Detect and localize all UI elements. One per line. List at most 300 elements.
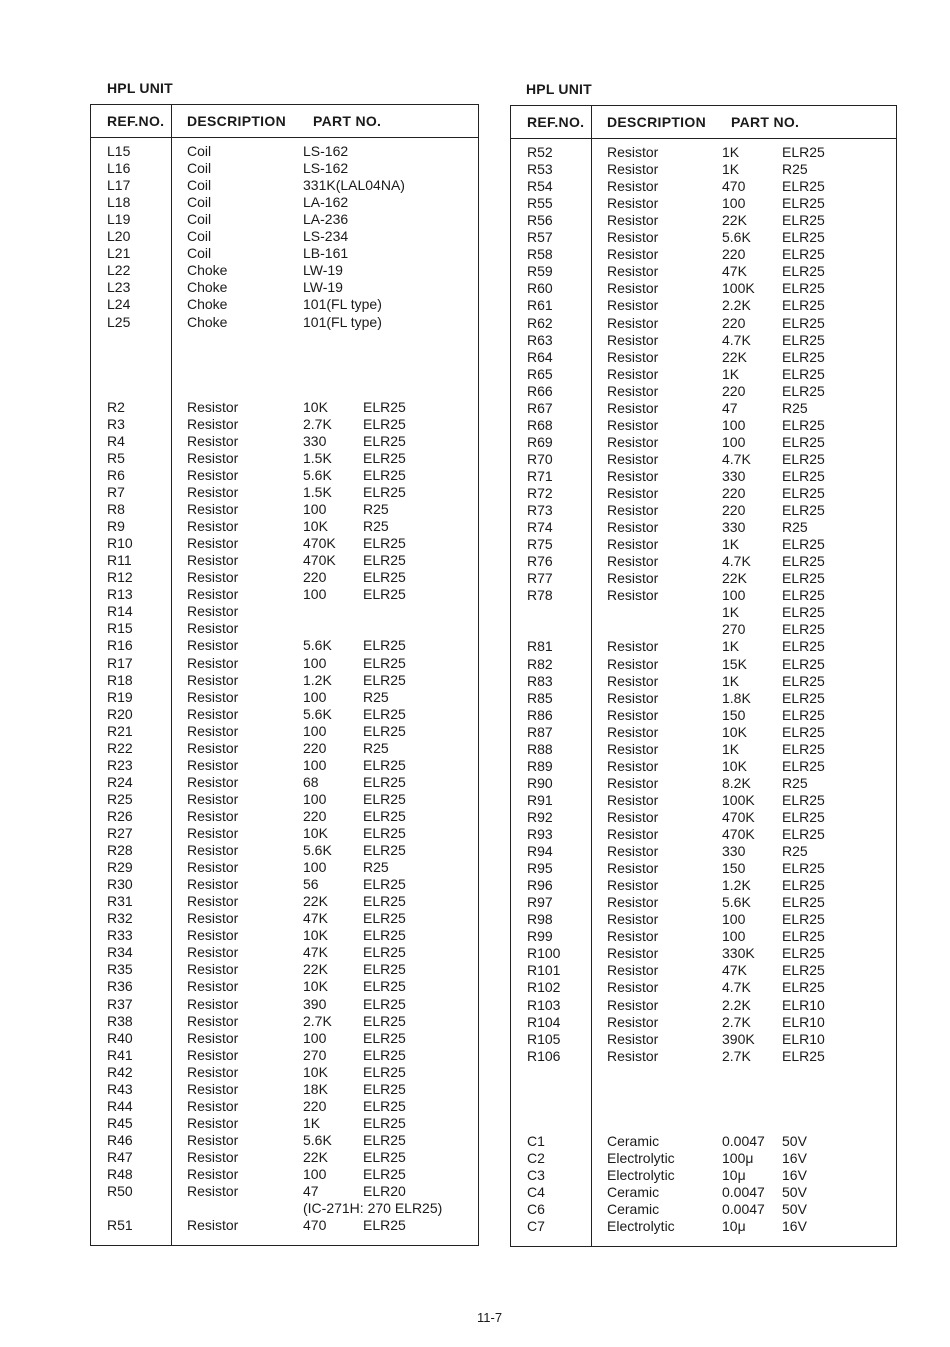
cell-ref-no: R17 (107, 654, 133, 671)
cell-ref-no: R20 (107, 705, 133, 722)
cell-ref-no: R73 (527, 502, 553, 519)
cell-description: Resistor (187, 586, 239, 603)
table-row (91, 774, 478, 791)
table-row (511, 826, 896, 843)
cell-ref-no: R26 (107, 807, 133, 824)
cell-ref-no: R28 (107, 842, 133, 859)
table-row (511, 1150, 896, 1167)
cell-description: Resistor (187, 1148, 239, 1165)
cell-description: Resistor (187, 1114, 239, 1131)
cell-part-no: 1K (722, 672, 740, 689)
table-row (91, 552, 478, 569)
cell-description: Resistor (187, 1183, 239, 1200)
cell-description: Electrolytic (607, 1218, 675, 1235)
table-row (91, 825, 478, 842)
cell-description: Resistor (607, 774, 659, 791)
cell-description: Resistor (607, 996, 659, 1013)
cell-ref-no: R51 (107, 1217, 133, 1234)
cell-rating: ELR25 (782, 570, 825, 587)
cell-ref-no: R29 (107, 859, 133, 876)
cell-description: Resistor (187, 415, 239, 432)
cell-ref-no: R85 (527, 689, 553, 706)
cell-ref-no: R55 (527, 195, 553, 212)
cell-description: Resistor (607, 246, 659, 263)
right-parts-table (510, 105, 897, 1247)
cell-description: Resistor (607, 945, 659, 962)
table-row (91, 586, 478, 603)
cell-rating: ELR25 (363, 432, 406, 449)
cell-part-no: 4.7K (722, 553, 751, 570)
cell-ref-no: R66 (527, 382, 553, 399)
cell-rating: ELR25 (363, 415, 406, 432)
cell-rating: ELR25 (782, 604, 825, 621)
table-row (511, 332, 896, 349)
cell-part-no: 100μ (722, 1149, 754, 1166)
cell-part-no: 10K (722, 757, 747, 774)
cell-rating: 16V (782, 1218, 807, 1235)
cell-part-no: 2.7K (303, 1012, 332, 1029)
cell-rating: 50V (782, 1184, 807, 1201)
cell-ref-no: R82 (527, 655, 553, 672)
cell-description: Ceramic (607, 1184, 660, 1201)
cell-part-no: 100 (303, 654, 327, 671)
cell-ref-no: R24 (107, 773, 133, 790)
header-ref-no: REF.NO. (527, 114, 585, 130)
cell-rating: ELR25 (782, 1047, 825, 1064)
table-row (511, 280, 896, 297)
cell-ref-no: R81 (527, 638, 553, 655)
table-row (91, 535, 478, 552)
table-row (511, 587, 896, 604)
cell-description: Resistor (187, 790, 239, 807)
cell-part-no: 10K (303, 978, 328, 995)
cell-description: Resistor (607, 706, 659, 723)
cell-part-no: 1.2K (303, 671, 332, 688)
cell-description: Resistor (607, 826, 659, 842)
cell-rating: ELR25 (363, 1063, 406, 1080)
cell-rating: ELR25 (363, 773, 406, 790)
cell-description: Resistor (187, 876, 239, 893)
cell-ref-no: R95 (527, 860, 553, 877)
cell-rating: ELR25 (363, 1131, 406, 1148)
cell-description: Resistor (607, 860, 659, 877)
cell-description: Resistor (607, 723, 659, 740)
cell-description: Resistor (187, 688, 239, 705)
cell-ref-no: R68 (527, 416, 553, 433)
table-row (511, 638, 896, 655)
cell-description: Resistor (607, 843, 659, 860)
table-row (511, 673, 896, 690)
table-row (511, 144, 896, 161)
cell-ref-no: R6 (107, 466, 125, 483)
table-row (511, 434, 896, 451)
cell-part-no: 1K (722, 604, 740, 621)
cell-rating: ELR25 (782, 536, 825, 553)
cell-part-no: 330 (722, 519, 746, 536)
cell-rating: ELR25 (782, 195, 825, 212)
cell-ref-no: R12 (107, 569, 133, 586)
table-row (511, 417, 896, 434)
cell-part-no: 220 (722, 314, 746, 331)
cell-description: Resistor (607, 1047, 659, 1064)
cell-ref-no: R100 (527, 945, 561, 962)
cell-part-no: 220 (722, 485, 746, 501)
cell-rating: ELR10 (782, 1030, 825, 1047)
cell-part-no: 1K (303, 1114, 321, 1131)
table-row (511, 979, 896, 996)
cell-rating: ELR25 (782, 808, 825, 825)
table-row (91, 740, 478, 757)
cell-description: Resistor (187, 671, 239, 688)
cell-description: Resistor (187, 603, 239, 620)
table-row (91, 893, 478, 910)
cell-description: Resistor (607, 144, 659, 160)
table-row (511, 621, 896, 638)
cell-rating: ELR25 (782, 365, 825, 382)
table-row (511, 997, 896, 1014)
cell-ref-no: R31 (107, 893, 133, 910)
table-row (91, 399, 478, 416)
cell-rating: 16V (782, 1167, 807, 1183)
cell-part-no: 18K (303, 1080, 328, 1097)
cell-rating: ELR25 (363, 910, 406, 927)
table-row (511, 741, 896, 758)
cell-ref-no: R97 (527, 894, 553, 911)
cell-rating: ELR25 (782, 263, 825, 280)
cell-ref-no: L19 (107, 211, 131, 228)
cell-rating: ELR25 (782, 894, 825, 911)
cell-rating: ELR25 (782, 911, 825, 928)
cell-part-no: 390 (303, 995, 327, 1012)
cell-description: Resistor (607, 365, 659, 382)
cell-description: Resistor (187, 825, 239, 841)
table-row (511, 468, 896, 485)
cell-description: Choke (187, 296, 228, 313)
cell-description: Resistor (187, 893, 239, 910)
cell-ref-no: R72 (527, 485, 553, 501)
table-row (511, 400, 896, 417)
cell-description: Resistor (607, 1013, 659, 1030)
cell-ref-no: R102 (527, 979, 561, 996)
cell-ref-no: R36 (107, 978, 133, 995)
cell-part-no: 5.6K (303, 1131, 332, 1148)
cell-rating: ELR25 (363, 825, 406, 841)
cell-part-no: 470K (722, 808, 755, 825)
cell-part-no: 4.7K (722, 450, 751, 467)
cell-part-no: LA-236 (303, 211, 349, 228)
cell-description: Resistor (607, 808, 659, 825)
cell-description: Resistor (187, 705, 239, 722)
cell-rating: ELR25 (363, 1148, 406, 1165)
table-row (91, 927, 478, 944)
header-ref-no: REF.NO. (107, 113, 165, 129)
table-row (91, 314, 478, 331)
table-row (91, 689, 478, 706)
cell-part-no: 100 (722, 195, 746, 212)
cell-part-no: 220 (722, 246, 746, 263)
cell-ref-no: R77 (527, 570, 553, 587)
cell-description: Resistor (607, 553, 659, 570)
cell-ref-no: R74 (527, 519, 553, 536)
cell-part-no: 100 (303, 722, 327, 739)
cell-ref-no: R44 (107, 1097, 133, 1114)
cell-rating: R25 (363, 739, 389, 756)
cell-rating: ELR25 (782, 450, 825, 467)
cell-description: Resistor (187, 432, 239, 449)
cell-rating: ELR25 (782, 144, 825, 160)
cell-description: Resistor (607, 570, 659, 587)
cell-ref-no: R9 (107, 518, 125, 535)
cell-description: Resistor (187, 1166, 239, 1182)
cell-part-no: 10μ (722, 1218, 746, 1235)
table-row (511, 758, 896, 775)
cell-ref-no: R96 (527, 877, 553, 894)
table-row (91, 961, 478, 978)
table-row (91, 1149, 478, 1166)
cell-ref-no: R47 (107, 1148, 133, 1165)
cell-part-no: 0.0047 (722, 1201, 765, 1218)
cell-rating: ELR25 (782, 723, 825, 740)
table-row (511, 656, 896, 673)
table-row (511, 1201, 896, 1218)
table-row (511, 962, 896, 979)
cell-ref-no: R93 (527, 826, 553, 842)
cell-ref-no: R22 (107, 739, 133, 756)
cell-ref-no: R104 (527, 1013, 561, 1030)
cell-rating: R25 (363, 518, 389, 535)
cell-ref-no: R3 (107, 415, 125, 432)
cell-part-no: LS-162 (303, 143, 349, 159)
cell-part-no: 470 (722, 178, 746, 195)
cell-part-no: 100 (303, 790, 327, 807)
cell-rating: ELR25 (782, 246, 825, 263)
cell-ref-no: R27 (107, 825, 133, 841)
table-header (91, 105, 478, 138)
table-row (511, 246, 896, 263)
cell-part-no: 100 (722, 928, 746, 945)
cell-rating: ELR25 (782, 945, 825, 962)
cell-part-no: 15K (722, 655, 747, 672)
cell-ref-no: R18 (107, 671, 133, 688)
table-row (511, 519, 896, 536)
cell-rating: ELR25 (363, 552, 406, 569)
cell-rating: ELR20 (363, 1183, 406, 1200)
table-row (511, 877, 896, 894)
cell-description: Ceramic (607, 1201, 660, 1218)
cell-ref-no: R46 (107, 1131, 133, 1148)
table-row (91, 1183, 478, 1200)
cell-ref-no: R62 (527, 314, 553, 331)
table-row (91, 1132, 478, 1149)
table-row (91, 177, 478, 194)
table-row (91, 603, 478, 620)
cell-ref-no: R63 (527, 331, 553, 348)
cell-part-no: 270 (722, 621, 746, 638)
cell-rating: ELR25 (363, 1114, 406, 1131)
cell-ref-no: R69 (527, 433, 553, 450)
table-row (511, 161, 896, 178)
cell-part-no: 2.7K (303, 415, 332, 432)
cell-rating: ELR25 (782, 433, 825, 450)
cell-rating: ELR25 (363, 466, 406, 483)
cell-description: Resistor (607, 894, 659, 911)
cell-ref-no: R33 (107, 927, 133, 944)
cell-description: Electrolytic (607, 1149, 675, 1166)
cell-part-no: 330 (303, 432, 327, 449)
cell-part-no: 4.7K (722, 331, 751, 348)
table-row (91, 876, 478, 893)
cell-part-no: 100 (303, 1029, 327, 1046)
cell-part-no: 100 (722, 911, 746, 928)
cell-description: Resistor (187, 1029, 239, 1046)
cell-description: Resistor (607, 212, 659, 229)
cell-part-no: 2.2K (722, 297, 751, 314)
cell-part-no: LS-162 (303, 160, 349, 177)
cell-description: Resistor (607, 587, 659, 604)
cell-ref-no: R34 (107, 944, 133, 961)
table-row (511, 297, 896, 314)
cell-ref-no: R13 (107, 586, 133, 603)
cell-rating: R25 (363, 688, 389, 705)
cell-ref-no: R60 (527, 280, 553, 297)
cell-part-no: 5.6K (722, 894, 751, 911)
cell-ref-no: L21 (107, 245, 131, 262)
table-row (511, 792, 896, 809)
table-row (91, 1030, 478, 1047)
table-row (511, 212, 896, 229)
table-row (511, 809, 896, 826)
cell-ref-no: R75 (527, 536, 553, 553)
table-row (91, 211, 478, 228)
cell-ref-no: R21 (107, 722, 133, 739)
cell-part-no: 4.7K (722, 979, 751, 996)
cell-description: Coil (187, 160, 212, 177)
table-row (511, 1014, 896, 1031)
cell-description: Resistor (607, 467, 659, 484)
cell-description: Resistor (187, 739, 239, 756)
cell-description: Resistor (187, 978, 239, 995)
cell-description: Resistor (187, 842, 239, 859)
table-row (91, 1098, 478, 1115)
cell-rating: ELR25 (782, 212, 825, 229)
cell-description: Resistor (187, 722, 239, 739)
cell-rating: ELR25 (782, 587, 825, 604)
table-row (91, 1081, 478, 1098)
cell-rating: ELR25 (782, 331, 825, 348)
cell-ref-no: C6 (527, 1201, 545, 1218)
table-row (511, 1184, 896, 1201)
table-row (511, 553, 896, 570)
cell-description: Coil (187, 211, 212, 228)
table-row (91, 1013, 478, 1030)
cell-rating: ELR25 (363, 535, 406, 552)
cell-part-no: 100 (303, 688, 327, 705)
header-description: DESCRIPTION (607, 114, 706, 130)
cell-part-no: 220 (722, 382, 746, 399)
cell-part-no: 47K (303, 944, 328, 961)
cell-rating: ELR25 (782, 348, 825, 365)
cell-part-no: 22K (303, 1148, 328, 1165)
cell-part-no: 100 (303, 859, 327, 876)
cell-description: Resistor (187, 535, 239, 552)
cell-ref-no: R38 (107, 1012, 133, 1029)
cell-part-no: 1K (722, 638, 740, 655)
table-row (91, 1217, 478, 1234)
cell-part-no: LW-19 (303, 262, 343, 279)
cell-part-no: 2.7K (722, 1047, 751, 1064)
cell-description: Resistor (187, 756, 239, 773)
cell-description: Resistor (187, 910, 239, 927)
table-row (91, 1115, 478, 1132)
cell-description: Resistor (607, 263, 659, 280)
cell-ref-no: C4 (527, 1184, 545, 1201)
cell-description: Resistor (187, 1097, 239, 1114)
cell-ref-no: R78 (527, 587, 553, 604)
cell-rating: ELR25 (363, 944, 406, 961)
cell-description: Resistor (187, 501, 239, 518)
cell-description: Coil (187, 194, 212, 211)
cell-part-no: 1.5K (303, 449, 332, 466)
table-row (511, 1031, 896, 1048)
table-row (91, 433, 478, 450)
cell-description: Resistor (607, 331, 659, 348)
cell-ref-no: R50 (107, 1183, 133, 1200)
table-row (91, 672, 478, 689)
cell-description: Resistor (607, 638, 659, 655)
table-row (511, 894, 896, 911)
cell-ref-no: R103 (527, 996, 561, 1013)
cell-description: Coil (187, 245, 212, 262)
header-description: DESCRIPTION (187, 113, 286, 129)
cell-part-no: 0.0047 (722, 1132, 765, 1149)
cell-ref-no: R88 (527, 740, 553, 757)
cell-ref-no: R10 (107, 535, 133, 552)
cell-rating: ELR25 (363, 807, 406, 824)
cell-ref-no: R98 (527, 911, 553, 928)
cell-description: Resistor (187, 1080, 239, 1097)
cell-ref-no: L18 (107, 194, 131, 211)
cell-rating: ELR25 (782, 553, 825, 570)
cell-description: Resistor (607, 297, 659, 314)
cell-part-no: 150 (722, 706, 746, 723)
cell-rating: ELR25 (363, 1012, 406, 1029)
cell-part-no: 1K (722, 536, 740, 553)
cell-ref-no: R56 (527, 212, 553, 229)
cell-ref-no: R92 (527, 808, 553, 825)
cell-ref-no: R5 (107, 449, 125, 466)
cell-rating: ELR10 (782, 1013, 825, 1030)
table-row (91, 1064, 478, 1081)
cell-ref-no: L24 (107, 296, 131, 313)
cell-part-no: 47K (303, 910, 328, 927)
table-row (511, 485, 896, 502)
cell-part-no: LW-19 (303, 279, 343, 296)
cell-part-no: 10K (303, 927, 328, 944)
cell-ref-no: L15 (107, 143, 131, 159)
cell-ref-no: R65 (527, 365, 553, 382)
cell-part-no: 330K (722, 945, 755, 962)
cell-ref-no: R106 (527, 1047, 561, 1064)
cell-rating: ELR25 (782, 706, 825, 723)
cell-rating: ELR25 (782, 416, 825, 433)
cell-rating: ELR25 (363, 654, 406, 671)
cell-ref-no: R19 (107, 688, 133, 705)
cell-rating: ELR25 (782, 280, 825, 297)
table-row (91, 842, 478, 859)
cell-ref-no: R89 (527, 757, 553, 774)
cell-part-no: 220 (303, 569, 327, 586)
cell-rating: ELR25 (363, 995, 406, 1012)
